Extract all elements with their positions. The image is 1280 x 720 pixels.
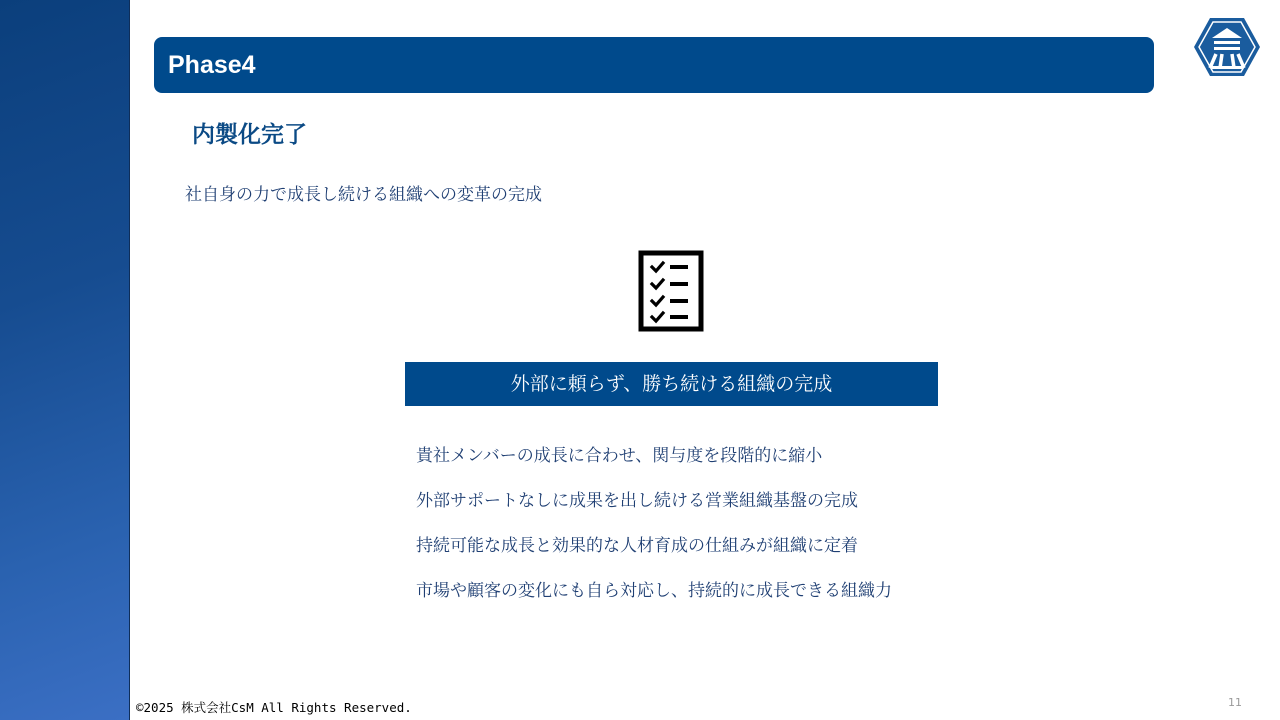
company-logo-icon (1192, 16, 1262, 78)
copyright-footer: ©2025 株式会社CsM All Rights Reserved. (136, 700, 412, 715)
list-item: 貴社メンバーの成長に合わせ、関与度を段階的に縮小 (416, 446, 823, 466)
list-item: 市場や顧客の変化にも自ら対応し、持続的に成長できる組織力 (416, 581, 892, 601)
section-subtitle: 社自身の力で成長し続ける組織への変革の完成 (185, 185, 542, 205)
phase-title: Phase4 (168, 51, 256, 79)
phase-header-bar (154, 37, 1154, 93)
section-title: 内製化完了 (192, 122, 307, 148)
highlight-text: 外部に頼らず、勝ち続ける組織の完成 (510, 373, 833, 395)
list-item: 持続可能な成長と効果的な人材育成の仕組みが組織に定着 (416, 536, 858, 556)
highlight-banner (405, 362, 938, 406)
page-number: 11 (1228, 696, 1242, 709)
left-sidebar-band (0, 0, 130, 720)
list-item: 外部サポートなしに成果を出し続ける営業組織基盤の完成 (416, 491, 858, 511)
benefit-list (416, 444, 892, 624)
checklist-icon (638, 250, 704, 332)
